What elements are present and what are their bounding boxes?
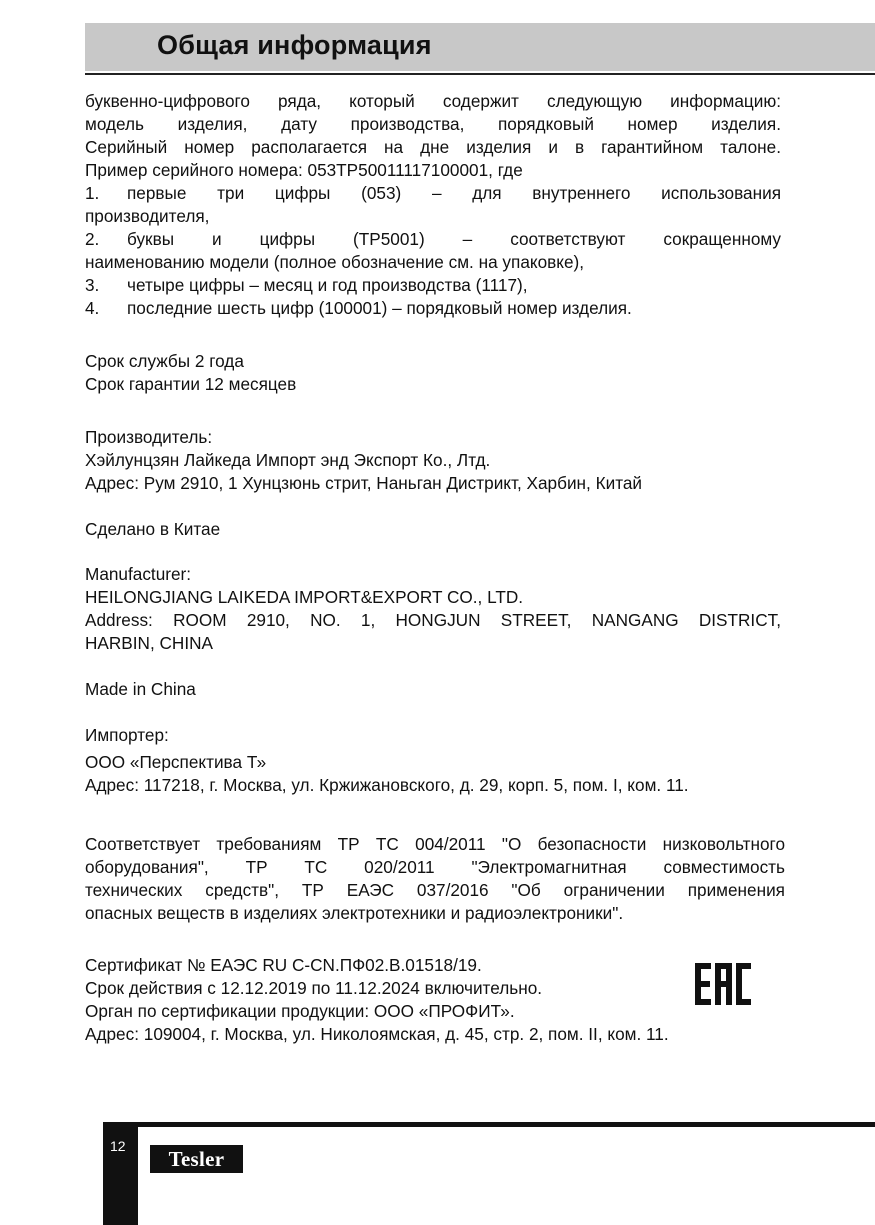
compliance-line-2: оборудования", ТР ТС 020/2011 "Электромагнитная совместимость [85, 857, 785, 877]
serial-example: Пример серийного номера: 053TP50011117100001, где [85, 160, 523, 180]
list-item-text: первые три цифры (053) – для внутреннего использования [127, 183, 781, 203]
list-item-continuation: производителя, [85, 206, 210, 226]
list-item [85, 297, 781, 320]
made-in-ru-text: Сделано в Китае [85, 519, 221, 539]
certification-body: Орган по сертификации продукции: ООО «ПРОФИТ». [85, 1001, 515, 1021]
importer-name: ООО «Перспектива Т» [85, 752, 267, 772]
list-item-text: буквы и цифры (TP5001) – соответствуют сокращенному [127, 229, 781, 249]
list-item-continuation: наименованию модели (полное обозначение см. на упаковке), [85, 252, 585, 272]
serial-number-section [85, 90, 781, 320]
certificate-section [85, 954, 781, 1046]
page-title: Общая информация [157, 30, 432, 60]
importer-label: Импортер: [85, 725, 169, 745]
manufacturer-ru-section [85, 426, 781, 495]
list-item-number: 4. [85, 298, 100, 318]
made-in-en-text: Made in China [85, 679, 196, 699]
manufacturer-en-label: Manufacturer: [85, 564, 192, 584]
serial-line-1: буквенно-цифрового ряда, который содержит следующую информацию: [85, 91, 781, 111]
footer-rule [103, 1122, 875, 1127]
manufacturer-en-address-line-2: HARBIN, CHINA [85, 633, 213, 653]
made-in-en [85, 678, 781, 701]
service-life: Срок службы 2 года [85, 351, 244, 371]
compliance-line-3: технических средств", ТР ЕАЭС 037/2016 "Об ограничении применения [85, 880, 785, 900]
manufacturer-ru-name: Хэйлунцзян Лайкеда Импорт энд Экспорт Ко., Лтд. [85, 450, 491, 470]
list-item-number: 3. [85, 275, 100, 295]
list-item-text: четыре цифры – месяц и год производства (1117), [127, 275, 528, 295]
list-item-number: 1. [85, 183, 100, 203]
serial-line-3: Серийный номер располагается на дне изделия и в гарантийном талоне. [85, 137, 781, 157]
manufacturer-en-address-line-1: Address: ROOM 2910, NO. 1, HONGJUN STREET, NANGANG DISTRICT, [85, 610, 781, 630]
list-item-number: 2. [85, 229, 100, 249]
header-rule [85, 73, 875, 75]
compliance-line-1: Соответствует требованиям ТР ТС 004/2011 "О безопасности низковольтного [85, 834, 785, 854]
list-item [85, 228, 781, 251]
list-item [85, 274, 781, 297]
importer-address: Адрес: 117218, г. Москва, ул. Кржижановского, д. 29, корп. 5, пом. I, ком. 11. [85, 775, 689, 795]
manufacturer-en-name: HEILONGJIANG LAIKEDA IMPORT&EXPORT CO., LTD. [85, 587, 524, 607]
certificate-number: Сертификат № ЕАЭС RU C-CN.ПФ02.В.01518/19. [85, 955, 482, 975]
importer-section [85, 724, 781, 797]
serial-line-2: модель изделия, дату производства, порядковый номер изделия. [85, 114, 781, 134]
warranty-period: Срок гарантии 12 месяцев [85, 374, 297, 394]
certification-body-address: Адрес: 109004, г. Москва, ул. Николоямская, д. 45, стр. 2, пом. II, ком. 11. [85, 1024, 669, 1044]
list-item-text: последние шесть цифр (100001) – порядковый номер изделия. [127, 298, 632, 318]
list-item [85, 182, 781, 205]
manufacturer-en-section [85, 563, 781, 655]
page-number: 12 [110, 1138, 126, 1154]
brand-logo-text: Tesler [168, 1147, 225, 1171]
manufacturer-ru-label: Производитель: [85, 427, 213, 447]
compliance-section [85, 833, 785, 925]
brand-logo [150, 1145, 243, 1173]
eac-mark-icon [693, 963, 753, 1005]
certificate-validity: Срок действия с 12.12.2019 по 11.12.2024 включительно. [85, 978, 543, 998]
service-section [85, 350, 781, 396]
made-in-ru [85, 518, 781, 541]
compliance-line-4: опасных веществ в изделиях электротехники и радиоэлектроники". [85, 903, 624, 923]
manufacturer-ru-address: Адрес: Рум 2910, 1 Хунцзюнь стрит, Наньган Дистрикт, Харбин, Китай [85, 473, 643, 493]
